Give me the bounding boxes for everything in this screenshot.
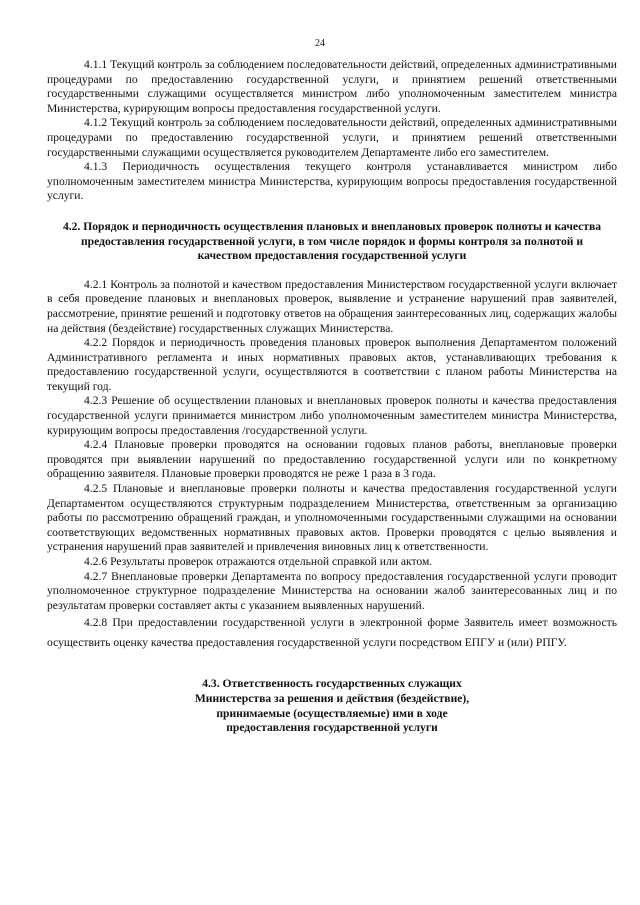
section-heading-4-2: 4.2. Порядок и периодичность осуществления плановых и внеплановых проверок полноты и качества предоставления государственной услуги, в том числе порядок и формы контроля за полнотой и качеством предоставления государственной услуги [62, 219, 602, 263]
page-number: 24 [315, 38, 325, 49]
paragraph-4-2-2: 4.2.2 Порядок и периодичность проведения плановых проверок выполнения Департаментом положений Административного регламента и иных нормативных правовых актов, устанавливающих требования к предоставлению государственной услуги, осуществляются в соответствии с планом работы Министерства на текущий год. [47, 336, 617, 393]
section-heading-4-3: 4.3. Ответственность государственных служащих Министерства за решения и действия (бездействие), принимаемые (осуществляемые) ими в ходе предоставления государственной услуги [194, 677, 470, 735]
paragraph-4-2-8: 4.2.8 При предоставлении государственной услуги в электронной форме Заявитель имеет возможность осуществить оценку качества предоставления государственной услуги посредством ЕПГУ и (или) РПГУ. [47, 616, 617, 650]
page-content [47, 58, 617, 750]
paragraph-4-1-1: 4.1.1 Текущий контроль за соблюдением последовательности действий, определенных административными процедурами по предоставлению государственной услуги, и принятием решений ответственными государственными служащими осуществляется министром либо уполномоченным заместителем министра Министерства, курирующим вопросы предоставления государственной услуги. [47, 58, 617, 115]
paragraph-4-2-4: 4.2.4 Плановые проверки проводятся на основании годовых планов работы, внеплановые проверки проводятся при выявлении нарушений по предоставлению государственной услуги или по конкретному обращению заявителя. Плановые проверки проводятся не реже 1 раза в 3 года. [47, 438, 617, 481]
paragraph-4-1-3: 4.1.3 Периодичность осуществления текущего контроля устанавливается министром либо уполномоченным заместителем министра Министерства, курирующим вопросы предоставления государственной услуги. [47, 160, 617, 203]
paragraph-4-2-1: 4.2.1 Контроль за полнотой и качеством предоставления Министерством государственной услуги включает в себя проведение плановых и внеплановых проверок, выявление и устранение нарушений прав заявителей, рассмотрение, принятие решений и подготовку ответов на обращения заинтересованных лиц, содержащих жалобы на действия (бездействие) государственных служащих Министерства. [47, 277, 617, 335]
paragraph-4-1-2: 4.1.2 Текущий контроль за соблюдением последовательности действий, определенных административными процедурами по предоставлению государственной услуги, и принятием решений ответственными государственными служащими осуществляется руководителем Департаменте либо его заместителем. [47, 116, 617, 159]
paragraph-4-2-5: 4.2.5 Плановые и внеплановые проверки полноты и качества предоставления государственной услуги Департаментом осуществляются структурным подразделением Министерства, ответственным за организацию работы по рассмотрению обращений граждан, и уполномоченными государственными служащими на основании соответствующих ведомственных нормативных правовых актов. Проверки проводятся с целью выявления и устранения нарушений прав заявителей и привлечения виновных лиц к ответственности. [47, 482, 617, 554]
paragraph-4-2-7: 4.2.7 Внеплановые проверки Департамента по вопросу предоставления государственной услуги проводит уполномоченное структурное подразделение Министерства на основании жалоб заинтересованных лиц и по результатам проверки составляет акты с указанием выявленных нарушений. [47, 569, 617, 612]
paragraph-4-2-3: 4.2.3 Решение об осуществлении плановых и внеплановых проверок полноты и качества предоставления государственной услуги принимается министром либо уполномоченным заместителем министра Министерства, курирующим вопросы предоставления /государственной услуги. [47, 394, 617, 437]
paragraph-4-2-6: 4.2.6 Результаты проверок отражаются отдельной справкой или актом. [84, 555, 433, 568]
